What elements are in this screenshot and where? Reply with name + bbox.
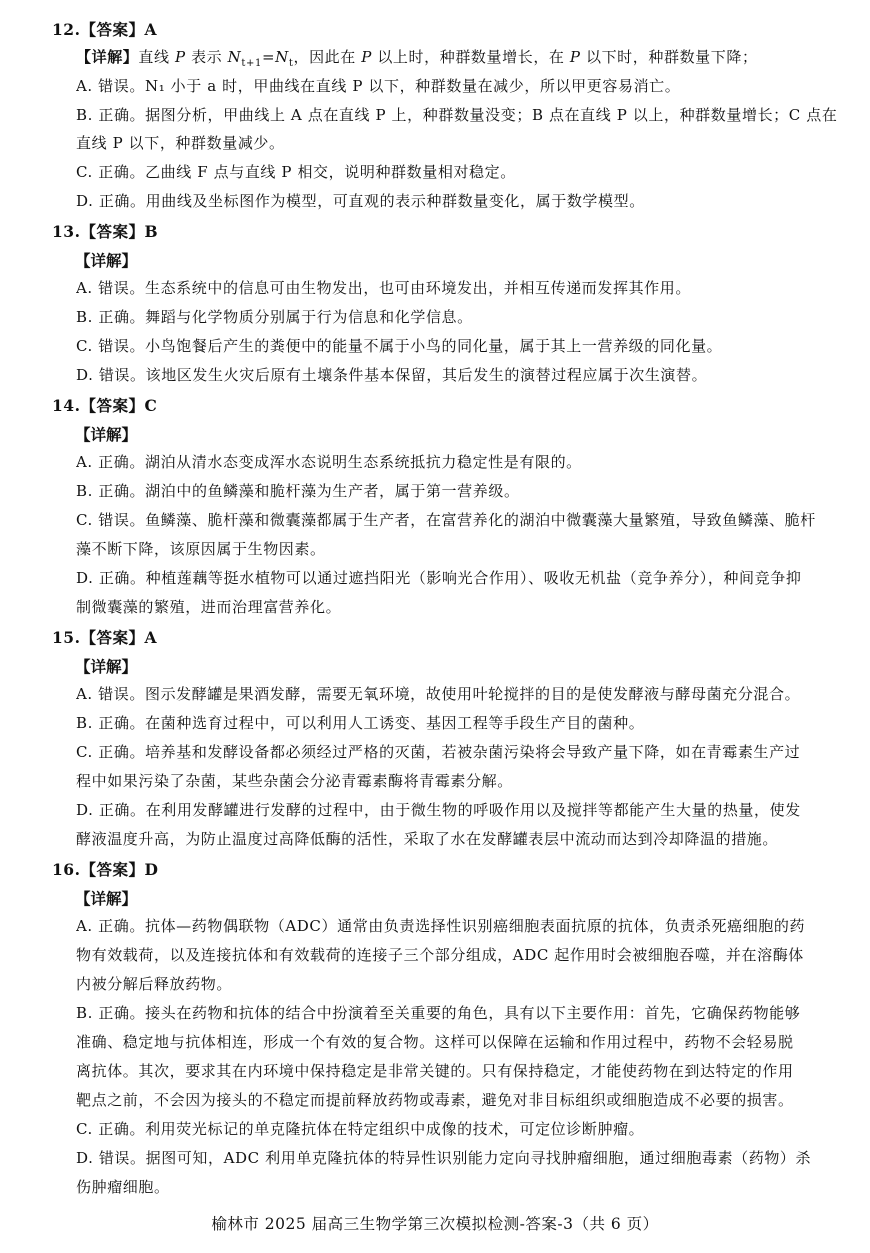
question-12-detail-intro: 【详解】直线 P 表示 $N_{t+1}=N_t$，因此在 P 以上时，种群数量增长，在 P 以下时，种群数量下降； xyxy=(76,48,758,69)
question-12-option-b: B. 正确。据图分析，甲曲线上 A 点在直线 P 上，种群数量没变；B 点在直线 P 以上，种群数量增长；C 点在 xyxy=(76,106,838,124)
question-15-option-b: B. 正确。在菌种选育过程中，可以利用人工诱变、基因工程等手段生产目的菌种。 xyxy=(76,714,645,732)
question-15-option-a: A. 错误。图示发酵罐是果酒发酵，需要无氧环境，故使用叶轮搅拌的目的是使发酵液与酵母菌充分混合。 xyxy=(76,685,801,703)
question-12-option-d: D. 正确。用曲线及坐标图作为模型，可直观的表示种群数量变化，属于数学模型。 xyxy=(76,192,645,210)
question-16-option-d-cont: 伤肿瘤细胞。 xyxy=(76,1178,170,1196)
question-12-option-b-cont: 直线 P 以下，种群数量减少。 xyxy=(76,134,285,152)
question-16-option-b: B. 正确。接头在药物和抗体的结合中扮演着至关重要的角色，具有以下主要作用：首先，它确保药物能够 xyxy=(76,1004,801,1022)
question-14-option-c: C. 错误。鱼鳞藻、脆杆藻和微囊藻都属于生产者，在富营养化的湖泊中微囊藻大量繁殖，导致鱼鳞藻、脆杆 xyxy=(76,511,816,529)
question-14-option-a: A. 正确。湖泊从清水态变成浑水态说明生态系统抵抗力稳定性是有限的。 xyxy=(76,453,582,471)
question-16-detail-label: 【详解】 xyxy=(75,889,138,908)
question-16-option-a: A. 正确。抗体—药物偶联物（ADC）通常由负责选择性识别癌细胞表面抗原的抗体，负责杀死癌细胞的药 xyxy=(76,917,806,935)
question-12-option-a: A. 错误。N₁ 小于 a 时，甲曲线在直线 P 以下，种群数量在减少，所以甲更容易消亡。 xyxy=(76,77,681,95)
question-14-option-b: B. 正确。湖泊中的鱼鳞藻和脆杆藻为生产者，属于第一营养级。 xyxy=(76,482,520,500)
question-13-option-d: D. 错误。该地区发生火灾后原有土壤条件基本保留，其后发生的演替过程应属于次生演替。 xyxy=(76,366,708,384)
question-16-option-b-cont3: 靶点之前，不会因为接头的不稳定而提前释放药物或毒素，避免对非目标组织或细胞造成不必要的损害。 xyxy=(76,1091,794,1109)
question-14-option-d-cont: 制微囊藻的繁殖，进而治理富营养化。 xyxy=(76,598,342,616)
question-13-detail-label: 【详解】 xyxy=(75,251,138,270)
question-15-option-d: D. 正确。在利用发酵罐进行发酵的过程中，由于微生物的呼吸作用以及搅拌等都能产生大量的热量，使发 xyxy=(76,801,801,819)
question-12-option-c: C. 正确。乙曲线 F 点与直线 P 相交，说明种群数量相对稳定。 xyxy=(76,163,516,181)
question-14-option-d: D. 正确。种植莲藕等挺水植物可以通过遮挡阳光（影响光合作用）、吸收无机盐（竞争养分），种间竞争抑 xyxy=(76,569,802,587)
question-16-option-d: D. 错误。据图可知，ADC 利用单克隆抗体的特异性识别能力定向寻找肿瘤细胞，通过细胞毒素（药物）杀 xyxy=(76,1149,812,1167)
question-14-header: 14.【答案】C xyxy=(52,396,158,415)
page-footer: 榆林市 2025 届高三生物学第三次模拟检测-答案-3（共 6 页） xyxy=(211,1215,659,1233)
question-12-header: 12.【答案】A xyxy=(52,20,158,39)
question-13-option-c: C. 错误。小鸟饱餐后产生的粪便中的能量不属于小鸟的同化量，属于其上一营养级的同化量。 xyxy=(76,337,723,355)
question-13-option-b: B. 正确。舞蹈与化学物质分别属于行为信息和化学信息。 xyxy=(76,308,473,326)
question-16-option-b-cont2: 离抗体。其次，要求其在内环境中保持稳定是非常关键的。只有保持稳定，才能使药物在到达特定的作用 xyxy=(76,1062,794,1080)
question-14-detail-label: 【详解】 xyxy=(75,425,138,444)
question-15-option-d-cont: 酵液温度升高，为防止温度过高降低酶的活性，采取了水在发酵罐表层中流动而达到冷却降温的措施。 xyxy=(76,830,779,848)
question-13-option-a: A. 错误。生态系统中的信息可由生物发出，也可由环境发出，并相互传递而发挥其作用。 xyxy=(76,279,691,297)
question-15-option-c-cont: 程中如果污染了杂菌，某些杂菌会分泌青霉素酶将青霉素分解。 xyxy=(76,772,513,790)
question-16-option-a-cont1: 物有效载荷，以及连接抗体和有效载荷的连接子三个部分组成，ADC 起作用时会被细胞吞噬，并在溶酶体 xyxy=(76,946,804,964)
question-16-option-c: C. 正确。利用荧光标记的单克隆抗体在特定组织中成像的技术，可定位诊断肿瘤。 xyxy=(76,1120,645,1138)
question-13-header: 13.【答案】B xyxy=(52,222,159,241)
question-16-option-a-cont2: 内被分解后释放药物。 xyxy=(76,975,233,993)
question-15-header: 15.【答案】A xyxy=(52,628,158,647)
question-15-option-c: C. 正确。培养基和发酵设备都必须经过严格的灭菌，若被杂菌污染将会导致产量下降，如在青霉素生产过 xyxy=(76,743,801,761)
question-15-detail-label: 【详解】 xyxy=(75,657,138,676)
question-16-header: 16.【答案】D xyxy=(52,860,159,879)
question-14-option-c-cont: 藻不断下降，该原因属于生物因素。 xyxy=(76,540,326,558)
question-16-option-b-cont1: 准确、稳定地与抗体相连，形成一个有效的复合物。这样可以保障在运输和作用过程中，药物不会轻易脱 xyxy=(76,1033,794,1051)
